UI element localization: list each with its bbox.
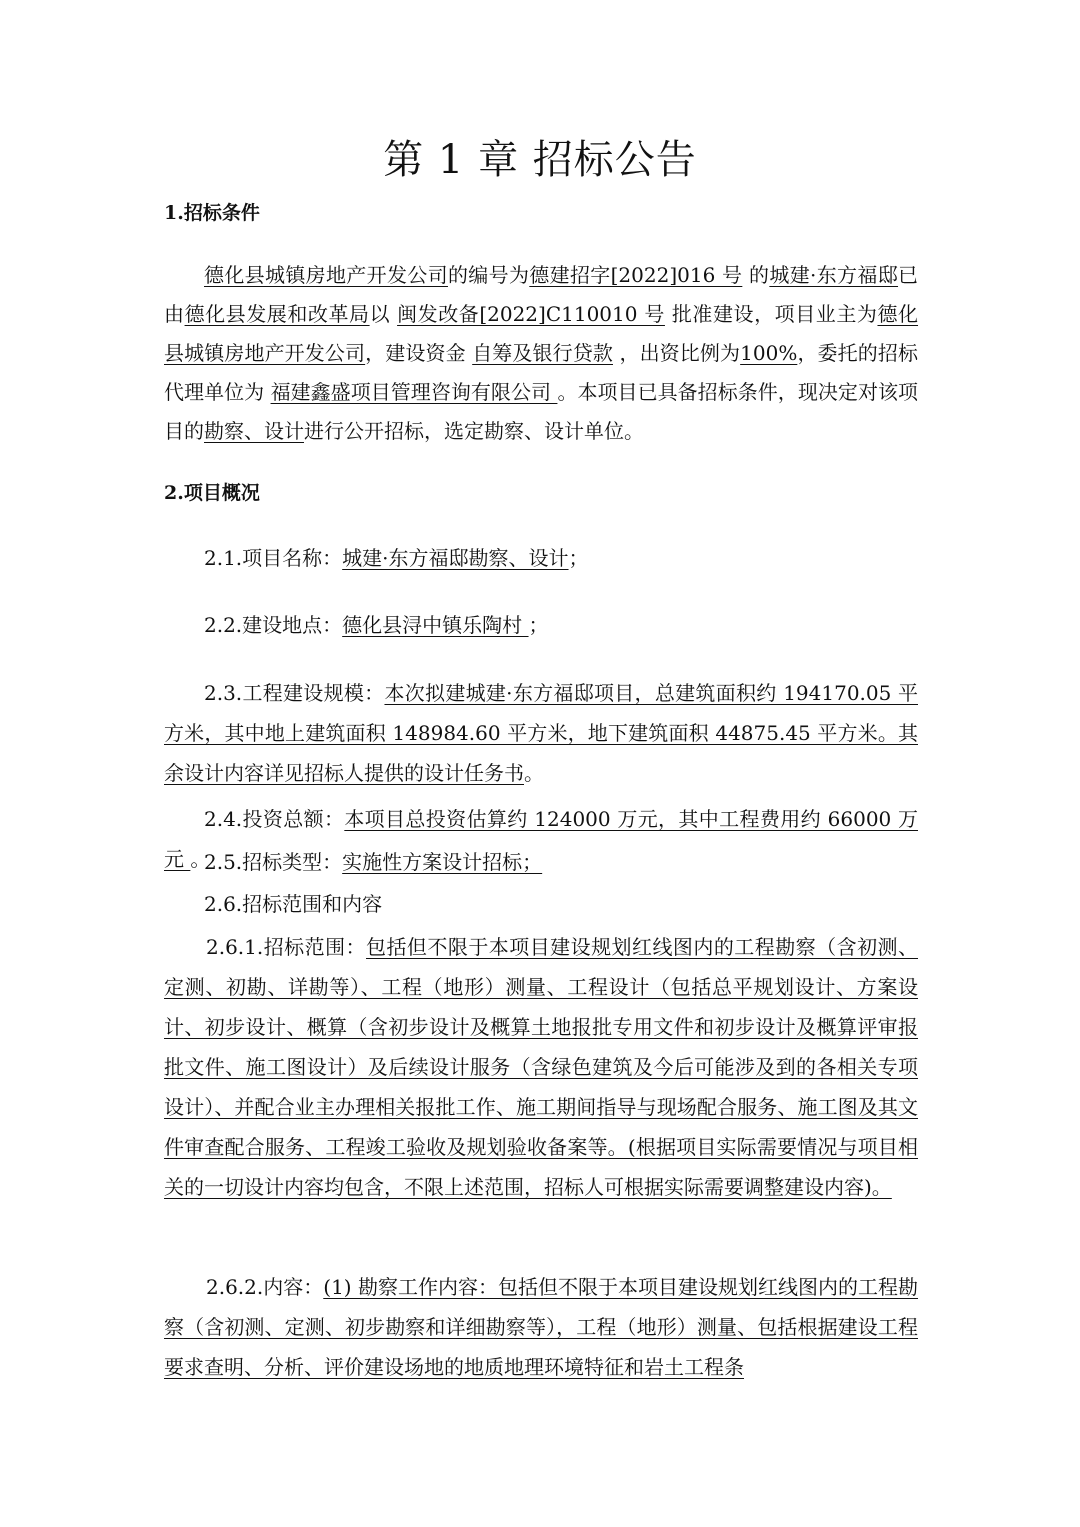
- item-end: ；: [568, 546, 589, 570]
- text-fragment: 进行公开招标，选定勘察、设计单位。: [304, 419, 644, 443]
- item-end: 。: [524, 761, 544, 785]
- item-value: 本次拟建城建·东方福邸项目，总建筑面积约 194170.05 平方米，其中地上建筑面积 148984.60 平方米，地下建筑面积 44875.45 平方米。其余设计内容详见招标人提供的设计任务书: [164, 681, 918, 785]
- owner-name-2: 德化县城镇房地产开发公司: [164, 302, 919, 365]
- item-2-5: [164, 842, 918, 882]
- item-2-2: [164, 605, 918, 645]
- item-label: 2.4.投资总额：: [204, 807, 345, 831]
- approver-name: 德化县发展和改革局: [184, 302, 370, 326]
- item-2-1: [164, 538, 918, 578]
- item-2-6: [164, 884, 918, 924]
- item-label: 2.1.项目名称：: [204, 546, 343, 570]
- item-value: 城建·东方福邸勘察、设计: [342, 546, 569, 570]
- item-label: 2.6.招标范围和内容: [204, 892, 383, 916]
- fund-source: 自筹及银行贷款: [472, 341, 613, 365]
- agent-name: 福建鑫盛项目管理咨询有限公司: [270, 380, 558, 404]
- section-heading-1: 1.招标条件: [164, 202, 260, 224]
- item-value: (1) 勘察工作内容：包括但不限于本项目建设规划红线图内的工程勘察（含初测、定测、初步勘察和详细勘察等），工程（地形）测量、包括根据建设工程要求查明、分析、评价建设场地的地质地理环境特征和岩土工程条: [164, 1275, 919, 1379]
- text-fragment: 的: [742, 263, 770, 287]
- page-title: 第 1 章 招标公告: [383, 137, 697, 183]
- item-value: 本项目总投资估算约 124000 万元，其中工程费用约 66000 万元: [164, 807, 918, 871]
- text-fragment: 批准建设，项目业主为: [664, 302, 878, 326]
- item-label: 2.2.建设地点：: [204, 613, 343, 637]
- item-label: 2.5.招标类型：: [204, 850, 343, 874]
- item-value: 实施性方案设计招标；: [342, 850, 543, 874]
- text-fragment: ，建设资金: [365, 341, 473, 365]
- project-name: 城建·东方福邸: [769, 263, 899, 287]
- tender-scope: 勘察、设计: [204, 419, 304, 443]
- item-label: 2.6.2.内容：: [206, 1275, 324, 1299]
- text-fragment: 已由: [164, 263, 919, 326]
- item-end: ；: [528, 613, 549, 637]
- text-fragment: ，出资比例为: [612, 341, 741, 365]
- item-value: 包括但不限于本项目建设规划红线图内的工程勘察（含初测、定测、初勘、详勘等）、工程（地形）测量、工程设计（包括总平规划设计、方案设计、初步设计、概算（含初步设计及概算土地报批专用文件和初步设计及概算评审报批文件、施工图设计）及后续设计服务（含绿色建筑及今后可能涉及到的各相关专项设计）、并配合业主办理相关报批工作、施工期间指导与现场配合服务、施工图及其文件审查配合服务、工程竣工验收及规划验收备案等。(根据项目实际需要情况与项目相关的一切设计内容均包含，不限上述范围，招标人可根据实际需要调整建设内容)。: [164, 935, 918, 1199]
- tender-code: 德建招字[2022]016 号: [529, 263, 743, 287]
- owner-name: 德化县城镇房地产开发公司: [204, 263, 448, 287]
- section-heading-2: 2.项目概况: [164, 482, 260, 504]
- tender-conditions-paragraph: [164, 256, 918, 451]
- fund-ratio: 100%: [740, 341, 798, 365]
- approval-number: 闽发改备[2022]C110010 号: [397, 302, 665, 326]
- text-fragment: 。本项目已具备招标条件，现决定对该项目的: [164, 380, 919, 443]
- text-fragment: 的编号为: [447, 263, 530, 287]
- item-2-3: [164, 673, 918, 793]
- item-label: 2.6.1.招标范围：: [206, 935, 367, 959]
- item-value: 德化县浔中镇乐陶村: [342, 613, 529, 637]
- text-fragment: 以: [369, 302, 398, 326]
- item-2-6-2: [164, 1267, 918, 1387]
- text-fragment: ，委托的招标代理单位为: [164, 341, 919, 404]
- item-end: 。: [190, 847, 211, 871]
- item-2-6-1: [164, 927, 918, 1207]
- item-label: 2.3.工程建设规模：: [204, 681, 385, 705]
